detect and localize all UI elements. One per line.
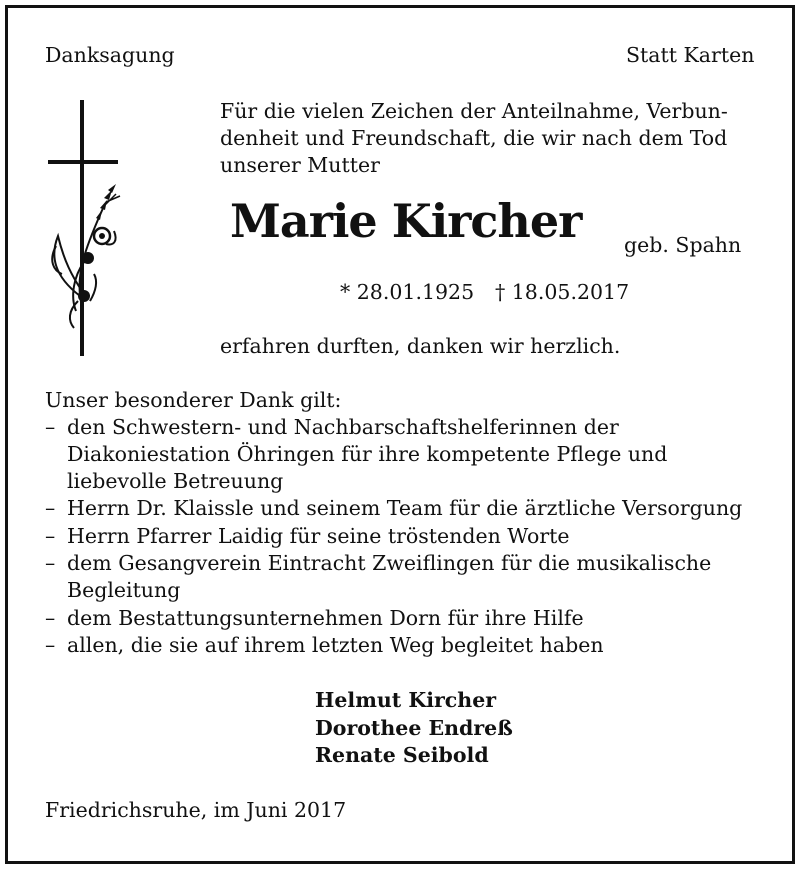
list-item-continuation: liebevolle Betreuung — [67, 469, 284, 493]
intro-line-1: Für die vielen Zeichen der Anteilnahme, Verbun- — [220, 99, 728, 123]
deceased-name: Marie Kircher — [230, 194, 582, 248]
thanks-heading: Unser besonderer Dank gilt: — [45, 388, 342, 412]
signatory: Dorothee Endreß — [315, 716, 513, 740]
header-right: Statt Karten — [626, 43, 755, 67]
list-item: Herrn Pfarrer Laidig für seine tröstenden Worte — [67, 524, 570, 548]
header-left: Danksagung — [45, 43, 175, 67]
signatory: Helmut Kircher — [315, 688, 497, 712]
list-item: Herrn Dr. Klaissle und seinem Team für die ärztliche Versorgung — [67, 496, 743, 520]
intro-line-2: denheit und Freundschaft, die wir nach dem Tod — [220, 126, 728, 150]
closing-line: erfahren durften, danken wir herzlich. — [220, 334, 621, 358]
list-item: dem Gesangverein Eintracht Zweiflingen für die musikalische — [67, 551, 712, 575]
place-date: Friedrichsruhe, im Juni 2017 — [45, 798, 347, 822]
list-bullet: – — [45, 496, 56, 520]
list-item: allen, die sie auf ihrem letzten Weg begleitet haben — [67, 633, 604, 657]
list-item: dem Bestattungsunternehmen Dorn für ihre Hilfe — [67, 606, 584, 630]
birth-date: * 28.01.1925 — [340, 280, 475, 304]
intro-line-3: unserer Mutter — [220, 153, 380, 177]
list-bullet: – — [45, 415, 56, 439]
list-bullet: – — [45, 606, 56, 630]
cross-with-flowers-icon — [44, 96, 124, 361]
signatory: Renate Seibold — [315, 743, 489, 767]
death-date: † 18.05.2017 — [495, 280, 630, 304]
list-item: den Schwestern- und Nachbarschaftshelferinnen der — [67, 415, 619, 439]
list-bullet: – — [45, 524, 56, 548]
deceased-maiden-name: geb. Spahn — [624, 233, 742, 257]
list-item-continuation: Begleitung — [67, 578, 181, 602]
list-bullet: – — [45, 551, 56, 575]
list-item-continuation: Diakoniestation Öhringen für ihre kompetente Pflege und — [67, 442, 668, 466]
list-bullet: – — [45, 633, 56, 657]
